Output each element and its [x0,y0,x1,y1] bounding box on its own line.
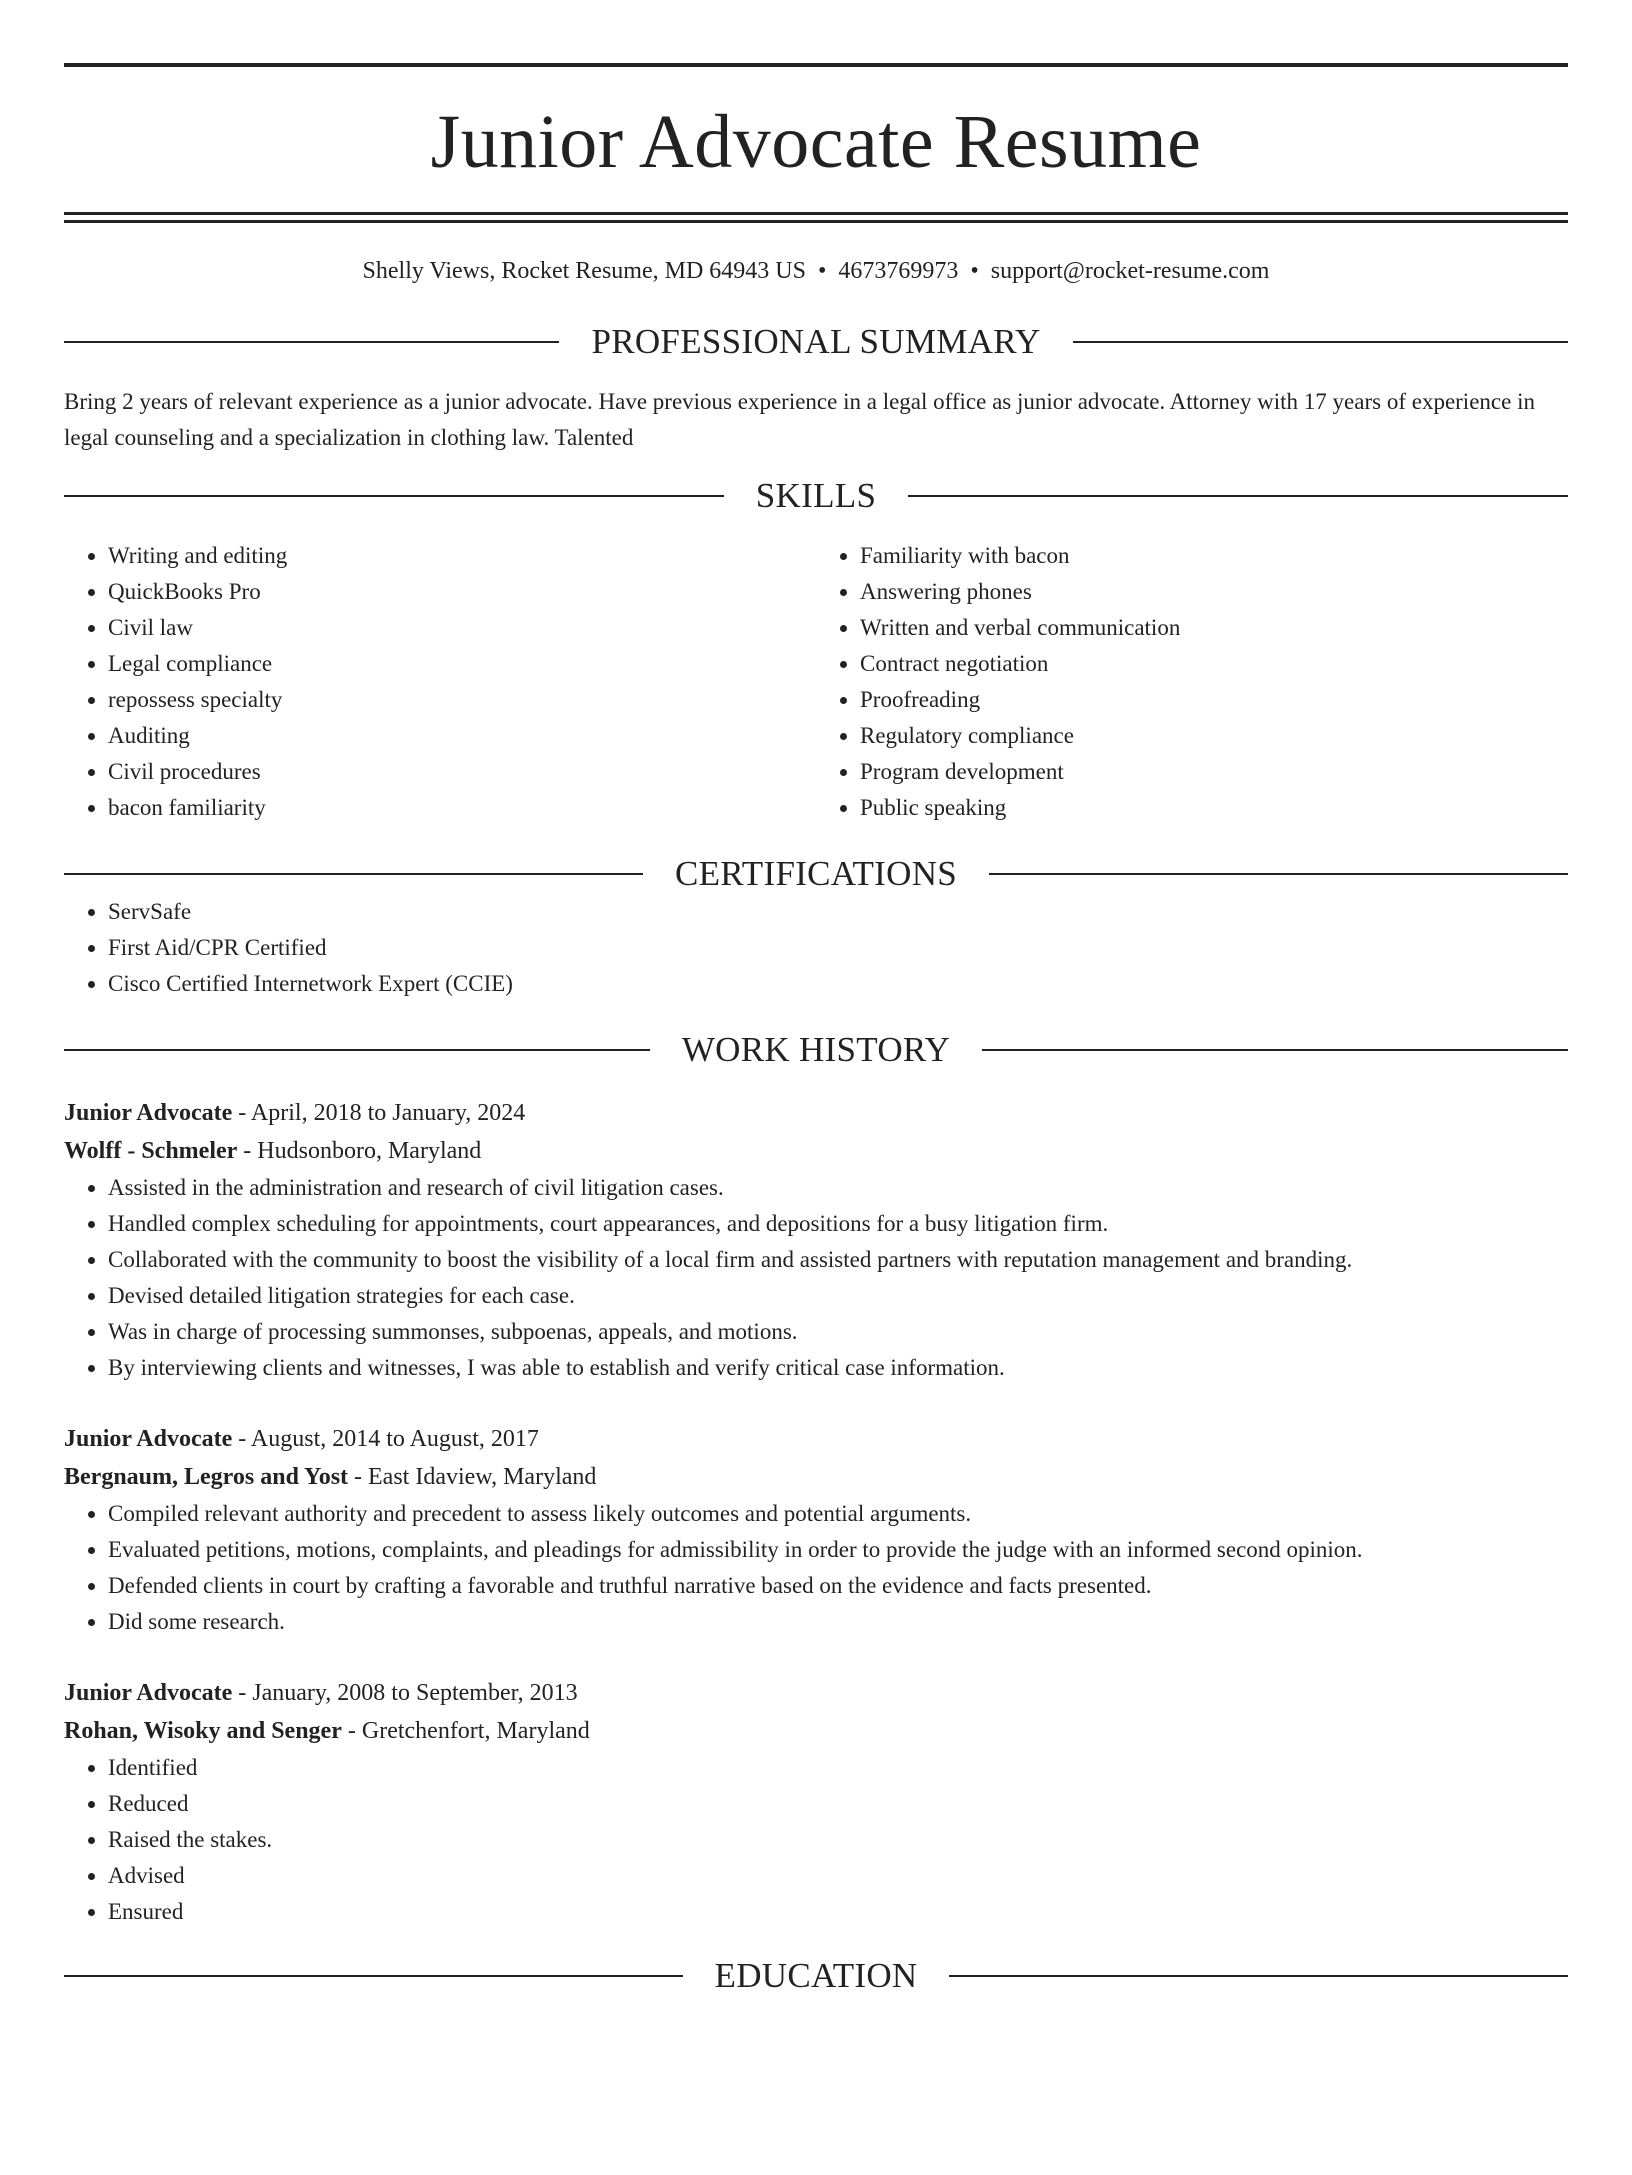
certifications-list [64,894,1568,1002]
job-bullet: • By interviewing clients and witnesses, I was able to establish and verify critical case information. [108,1350,1568,1386]
skills-columns [64,538,1568,826]
skill-item: • Civil procedures [108,754,816,790]
job-bullet: • Compiled relevant authority and precedent to assess likely outcomes and potential arguments. [108,1496,1568,1532]
skill-item: • Public speaking [860,790,1568,826]
job-bullet: • Reduced [108,1786,1568,1822]
job-title: Junior Advocate [64,1100,233,1126]
job-bullet: • Identified [108,1750,1568,1786]
skills-right-list [816,538,1568,826]
summary-text: Bring 2 years of relevant experience as a junior advocate. Have previous experience in a legal office as junior advocate. Attorney with 17 years of experience in legal counseling and a specialization in clothing law. Talented [64,389,1535,450]
job-bullet: • Handled complex scheduling for appointments, court appearances, and depositions for a busy litigation firm. [108,1206,1568,1242]
skill-item: • QuickBooks Pro [108,574,816,610]
certifications-heading-title: CERTIFICATIONS [674,854,958,893]
job-bullet: • Ensured [108,1894,1568,1930]
work-history-heading-title: WORK HISTORY [681,1030,951,1069]
contact-email: support@rocket-resume.com [990,258,1270,284]
resume-title: Junior Advocate Resume [430,100,1202,184]
skill-item: • Program development [860,754,1568,790]
skills-heading-title: SKILLS [755,476,877,515]
job-location: - Gretchenfort, Maryland [341,1718,590,1744]
education-heading-title: EDUCATION [714,1956,918,1995]
skill-item: • Legal compliance [108,646,816,682]
contact-phone: 4673769973 [838,258,959,284]
job-bullet: • Advised [108,1858,1568,1894]
job-title: Junior Advocate [64,1426,233,1452]
skill-item: • repossess specialty [108,682,816,718]
certification-item: • ServSafe [108,894,1568,930]
contact-separator: • [970,258,979,284]
skill-item: • Familiarity with bacon [860,538,1568,574]
skill-item: • bacon familiarity [108,790,816,826]
contact-separator: • [817,258,827,284]
job-location: - Hudsonboro, Maryland [237,1138,482,1164]
skill-item: • Regulatory compliance [860,718,1568,754]
top-rule [64,63,1568,67]
skills-left-list [64,538,816,826]
job-entry [64,1674,1568,1930]
skill-item: • Proofreading [860,682,1568,718]
job-bullet: • Defended clients in court by crafting a favorable and truthful narrative based on the evidence and facts presented. [108,1568,1568,1604]
job-dates: - January, 2008 to September, 2013 [232,1680,578,1706]
job-bullet: • Was in charge of processing summonses, subpoenas, appeals, and motions. [108,1314,1568,1350]
job-company: Rohan, Wisoky and Senger [64,1718,342,1744]
heading-rule-right [908,495,1568,497]
certification-item: • Cisco Certified Internetwork Expert (CCIE) [108,966,1568,1002]
job-bullet: • Collaborated with the community to boost the visibility of a local firm and assisted partners with reputation management and branding. [108,1242,1568,1278]
job-entry [64,1094,1568,1386]
job-title-line [64,1674,1568,1712]
job-bullet-list [64,1170,1568,1386]
summary-heading-title: PROFESSIONAL SUMMARY [591,322,1041,361]
skill-item: • Civil law [108,610,816,646]
job-bullet: • Devised detailed litigation strategies for each case. [108,1278,1568,1314]
heading-rule-right [1073,341,1568,343]
heading-rule-right [982,1049,1568,1051]
heading-rule-left [64,495,724,497]
job-bullet: • Assisted in the administration and research of civil litigation cases. [108,1170,1568,1206]
work-history-section-heading [64,1030,1568,1070]
job-company-line [64,1712,1568,1750]
heading-rule-left [64,341,559,343]
job-company: Wolff - Schmeler [64,1138,238,1164]
heading-rule-right [989,873,1568,875]
job-title: Junior Advocate [64,1680,233,1706]
skill-item: • Writing and editing [108,538,816,574]
certifications-section-heading [64,854,1568,894]
job-company-line [64,1132,1568,1170]
job-dates: - August, 2014 to August, 2017 [232,1426,539,1452]
job-bullet: • Did some research. [108,1604,1568,1640]
heading-rule-left [64,1049,650,1051]
contact-address: Shelly Views, Rocket Resume, MD 64943 US [362,258,806,284]
job-title-line [64,1420,1568,1458]
contact-line [64,256,1568,286]
skills-section-heading [64,476,1568,516]
job-location: - East Idaview, Maryland [348,1464,597,1490]
summary-section-heading [64,322,1568,362]
heading-rule-left [64,1975,683,1977]
job-entry [64,1420,1568,1640]
job-company-line [64,1458,1568,1496]
job-bullet-list [64,1750,1568,1930]
job-title-line [64,1094,1568,1132]
job-company: Bergnaum, Legros and Yost [64,1464,349,1490]
heading-rule-left [64,873,643,875]
resume-page [0,63,1632,2175]
double-rule [64,212,1568,223]
job-dates: - April, 2018 to January, 2024 [232,1100,526,1126]
certification-item: • First Aid/CPR Certified [108,930,1568,966]
job-bullet: • Raised the stakes. [108,1822,1568,1858]
heading-rule-right [949,1975,1568,1977]
skill-item: • Contract negotiation [860,646,1568,682]
education-section-heading [64,1956,1568,1996]
skill-item: • Written and verbal communication [860,610,1568,646]
job-bullet: • Evaluated petitions, motions, complaints, and pleadings for admissibility in order to provide the judge with an informed second opinion. [108,1532,1568,1568]
job-bullet-list [64,1496,1568,1640]
skill-item: • Answering phones [860,574,1568,610]
skill-item: • Auditing [108,718,816,754]
